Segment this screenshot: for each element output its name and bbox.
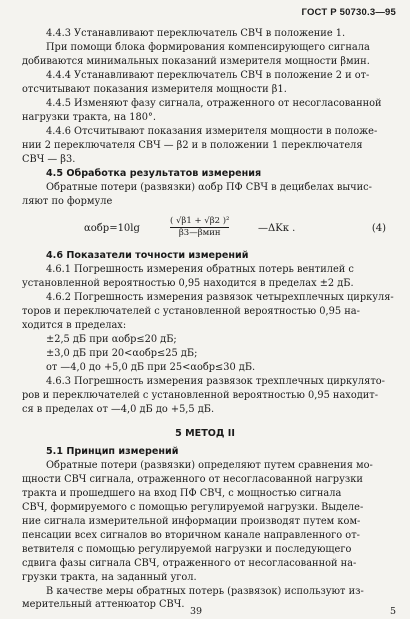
footer-mark: 5	[389, 606, 396, 617]
section-heading: 4.6 Показатели точности измерений	[46, 250, 249, 261]
text-line: от —4,0 до +5,0 дБ при 25<αобр≤30 дБ.	[46, 362, 256, 373]
text-line: сдвига фазы сигнала СВЧ, отраженного от несогласованной на-	[22, 558, 357, 569]
text-line: 4.6.3 Погрешность измерения развязок трехплечных циркулято-	[46, 376, 385, 387]
text-line: грузки тракта, на заданный угол.	[22, 572, 197, 583]
text-line: Обратные потери (развязки) αобр ПФ СВЧ в децибелах вычис-	[46, 182, 372, 193]
text-line: В качестве меры обратных потерь (развязок) используют из-	[46, 586, 364, 597]
formula-rhs: —ΔKк .	[258, 223, 296, 234]
text-line: ляют по формуле	[22, 196, 113, 207]
text-line: торов и переключателей с установленной вероятностью 0,95 на-	[22, 306, 360, 317]
text-line: ветвителя с помощью регулируемой нагрузки и последующего	[22, 544, 352, 555]
text-line: мерительный аттенюатор СВЧ.	[22, 599, 185, 610]
text-line: 4.4.4 Устанавливают переключатель СВЧ в положение 2 и от-	[46, 70, 370, 81]
formula-number: (4)	[371, 223, 386, 234]
text-line: ±2,5 дБ при αобр≤20 дБ;	[46, 334, 177, 345]
text-line: добиваются минимальных показаний измерителя мощности βмин.	[22, 56, 370, 67]
formula	[22, 216, 388, 242]
text-line: щности СВЧ сигнала, отраженного от несогласованной нагрузки	[22, 474, 363, 485]
section-heading: 4.5 Обработка результатов измерения	[46, 168, 262, 179]
text-line: ±3,0 дБ при 20<αобр≤25 дБ;	[46, 348, 198, 359]
chapter-heading: 5 МЕТОД II	[175, 428, 235, 439]
text-line: отсчитывают показания измерителя мощности β1.	[22, 84, 287, 95]
formula-fraction	[170, 216, 229, 239]
text-line: нагрузки тракта, на 180°.	[22, 112, 156, 123]
text-line: тракта и прошедшего на вход ПФ СВЧ, с мощностью сигнала	[22, 488, 342, 499]
text-line: 4.4.3 Устанавливают переключатель СВЧ в положение 1.	[46, 28, 346, 39]
text-line: 4.4.6 Отсчитывают показания измерителя мощности в положе-	[46, 126, 378, 137]
text-line: ние сигнала измерительной информации производят путем ком-	[22, 516, 361, 527]
text-line: При помощи блока формирования компенсирующего сигнала	[46, 42, 370, 53]
page-number: 39	[190, 606, 203, 617]
text-line: ся в пределах от —4,0 дБ до +5,5 дБ.	[22, 404, 215, 415]
text-line: СВЧ, формируемого с помощью регулируемой нагрузки. Выделе-	[22, 502, 364, 513]
text-line: Обратные потери (развязки) определяют путем сравнения мо-	[46, 460, 373, 471]
text-line: ров и переключателей с установленной вероятностью 0,95 находит-	[22, 390, 379, 401]
section-heading: 5.1 Принцип измерений	[46, 446, 179, 457]
text-line: 4.6.2 Погрешность измерения развязок четырехплечных циркуля-	[46, 292, 394, 303]
formula-numerator: ( √β1 + √β2 )²	[170, 216, 230, 226]
text-line: 4.4.5 Изменяют фазу сигнала, отраженного от несогласованной	[46, 98, 382, 109]
formula-lhs: αобр=10lg	[84, 223, 140, 234]
text-line: пенсации всех сигналов во вторичном канале направленного от-	[22, 530, 360, 541]
text-line: нии 2 переключателя СВЧ — β2 и в положении 1 переключателя	[22, 140, 363, 151]
text-line: СВЧ — β3.	[22, 154, 76, 165]
text-line: 4.6.1 Погрешность измерения обратных потерь вентилей с	[46, 264, 354, 275]
text-line: ходится в пределах:	[22, 320, 127, 331]
formula-denominator: β3—βмин	[170, 227, 229, 239]
document-header: ГОСТ Р 50730.3—95	[301, 7, 396, 18]
text-line: установленной вероятностью 0,95 находится в пределах ±2 дБ.	[22, 278, 354, 289]
